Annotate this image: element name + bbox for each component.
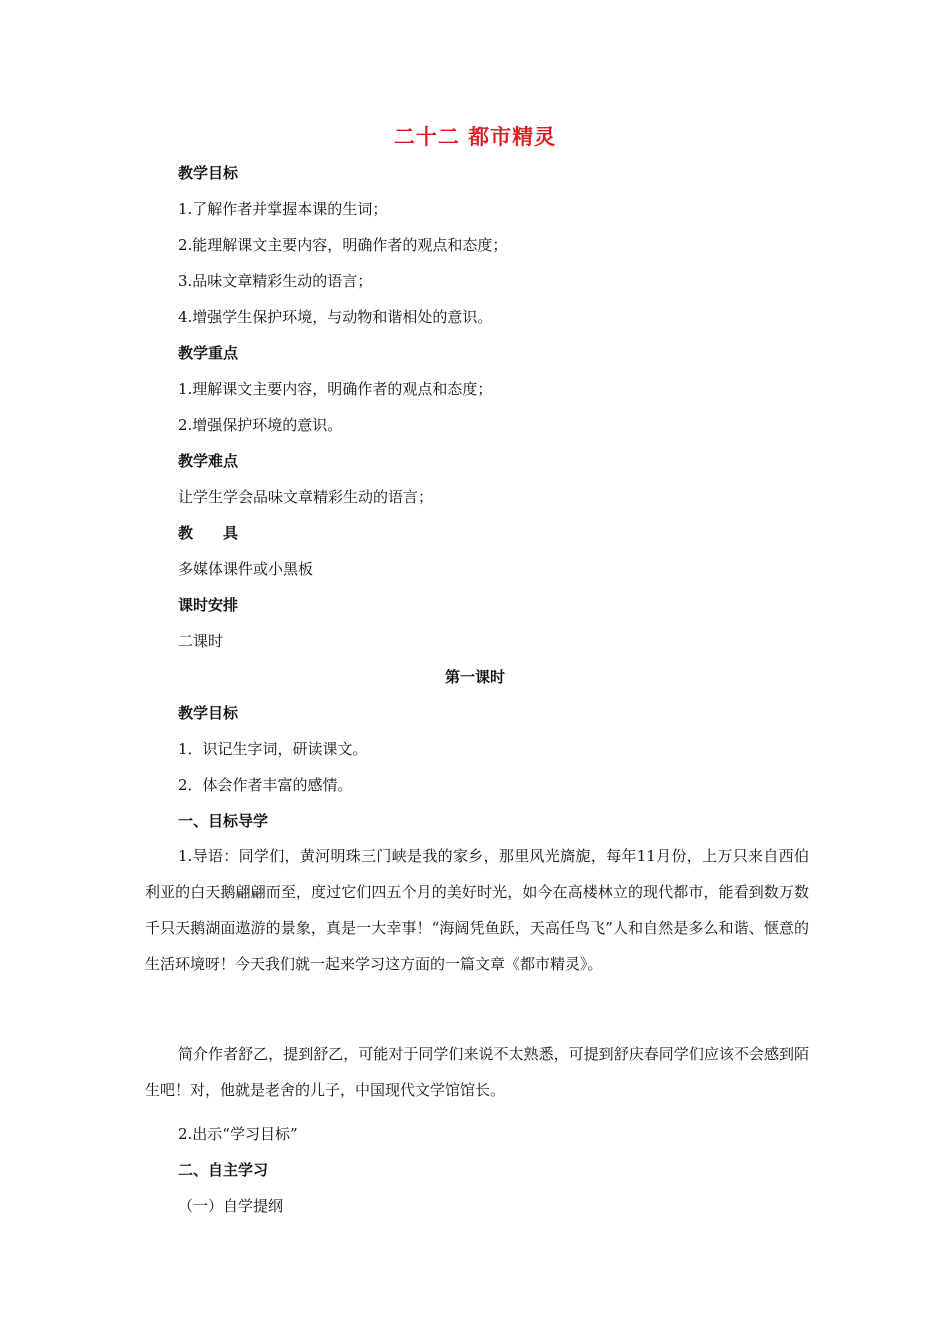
objective-item: 1.了解作者并掌握本课的生词； [178,200,388,218]
objective-item: 2.能理解课文主要内容，明确作者的观点和态度； [178,236,508,254]
goal-display-item: 2.出示“学习目标” [178,1125,298,1143]
key-point-item: 2.增强保护环境的意识。 [178,416,343,434]
heading-key-points: 教学重点 [178,344,239,362]
difficulty-item: 让学生学会品味文章精彩生动的语言； [178,488,434,506]
lesson-one-heading: 第一课时 [444,668,505,686]
lesson-objective-item: 1．识记生字词，研读课文。 [178,740,368,758]
key-point-item: 1.理解课文主要内容，明确作者的观点和态度； [178,380,493,398]
heading-teaching-aids: 教 具 [178,524,239,542]
heading-section-two: 二、自主学习 [178,1161,269,1179]
teaching-aids-text: 多媒体课件或小黑板 [178,560,314,578]
self-study-outline: （一）自学提纲 [178,1197,284,1215]
heading-objectives: 教学目标 [178,164,239,182]
schedule-text: 二课时 [178,632,224,650]
heading-difficulties: 教学难点 [178,452,239,470]
author-paragraph: 简介作者舒乙，提到舒乙，可能对于同学们来说不太熟悉，可提到舒庆春同学们应该不会感到陌生吧！对，他就是老舍的儿子，中国现代文学馆馆长。 [145,1045,809,1099]
heading-schedule: 课时安排 [178,596,239,614]
lesson-objective-item: 2．体会作者丰富的感情。 [178,776,353,794]
objective-item: 4.增强学生保护环境，与动物和谐相处的意识。 [178,308,493,326]
heading-section-one: 一、目标导学 [178,812,269,830]
intro-paragraph: 1.导语：同学们，黄河明珠三门峡是我的家乡，那里风光旖旎，每年11月份，上万只来自西伯利亚的白天鹅翩翩而至，度过它们四五个月的美好时光，如今在高楼林立的现代都市，能看到数万数千只天鹅湖面遨游的景象，真是一大幸事！“海阔凭鱼跃，天高任鸟飞”人和自然是多么和谐、惬意的生活环境呀！今天我们就一起来学习这方面的一篇文章《都市精灵》。 [145,847,809,973]
heading-objectives-lesson: 教学目标 [178,704,239,722]
objective-item: 3.品味文章精彩生动的语言； [178,272,373,290]
page-title: 二十二 都市精灵 [393,125,557,149]
